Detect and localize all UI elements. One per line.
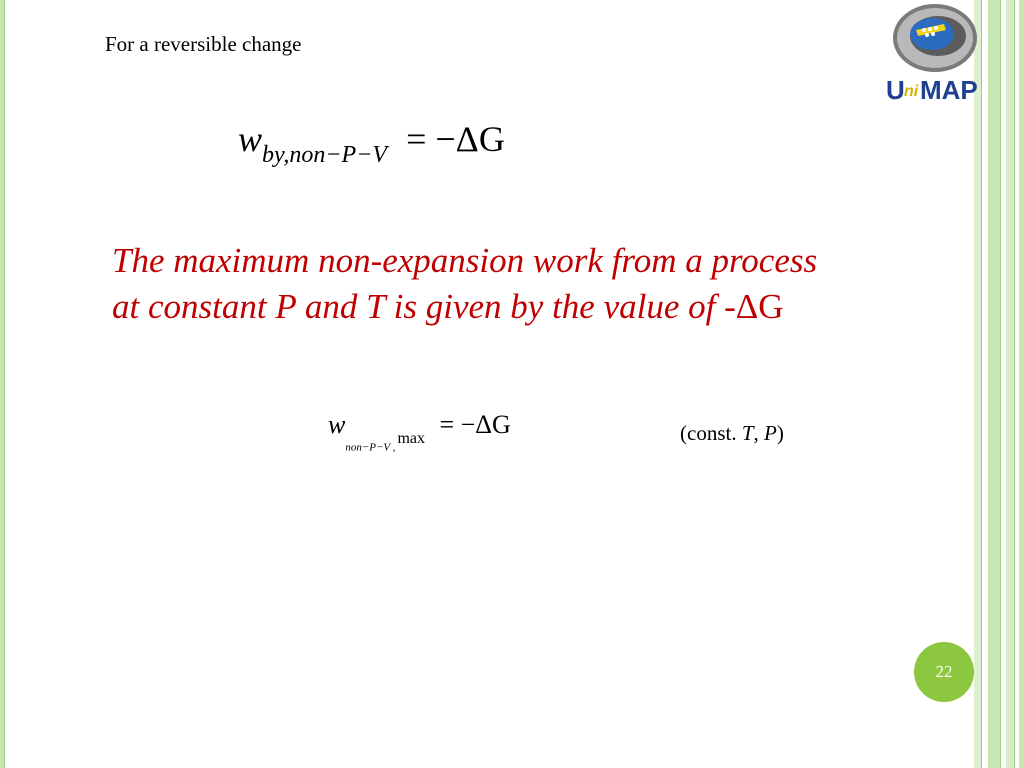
eq2-max: max xyxy=(397,429,425,447)
constant-condition xyxy=(680,421,784,446)
cond-p: P xyxy=(764,421,777,445)
key-statement xyxy=(112,238,932,330)
statement-delta: Δ xyxy=(735,287,759,326)
statement-line-2-text: at constant P and T is given by the value of - xyxy=(112,287,736,326)
cond-t: T xyxy=(741,421,754,445)
cond-close: ) xyxy=(776,421,784,445)
svg-text:MAP: MAP xyxy=(920,75,978,105)
statement-line-1: The maximum non-expansion work from a process xyxy=(112,241,818,280)
statement-line-2 xyxy=(112,284,932,330)
equation-max-work xyxy=(328,410,511,454)
svg-text:ni: ni xyxy=(904,83,919,100)
cond-open: (const. xyxy=(680,421,742,445)
eq1-subscript: by,non−P−V xyxy=(262,141,388,168)
eq2-subscript: non−P−V , xyxy=(345,441,396,454)
eq1-lhs: w xyxy=(238,119,263,159)
equation-reversible-work xyxy=(238,118,505,169)
left-frame-border xyxy=(0,0,5,768)
right-decorative-stripes xyxy=(974,0,1024,768)
eq1-rhs: = −ΔG xyxy=(406,119,505,159)
svg-text:U: U xyxy=(886,75,905,105)
eq2-lhs: w xyxy=(328,410,346,439)
cond-sep: , xyxy=(753,421,765,445)
statement-g: G xyxy=(758,287,784,326)
slide-heading: For a reversible change xyxy=(105,32,302,56)
page-number-badge: 22 xyxy=(914,642,974,702)
unimap-logo-icon xyxy=(880,0,990,110)
eq2-rhs: = −ΔG xyxy=(439,410,511,439)
unimap-logo xyxy=(880,0,990,110)
